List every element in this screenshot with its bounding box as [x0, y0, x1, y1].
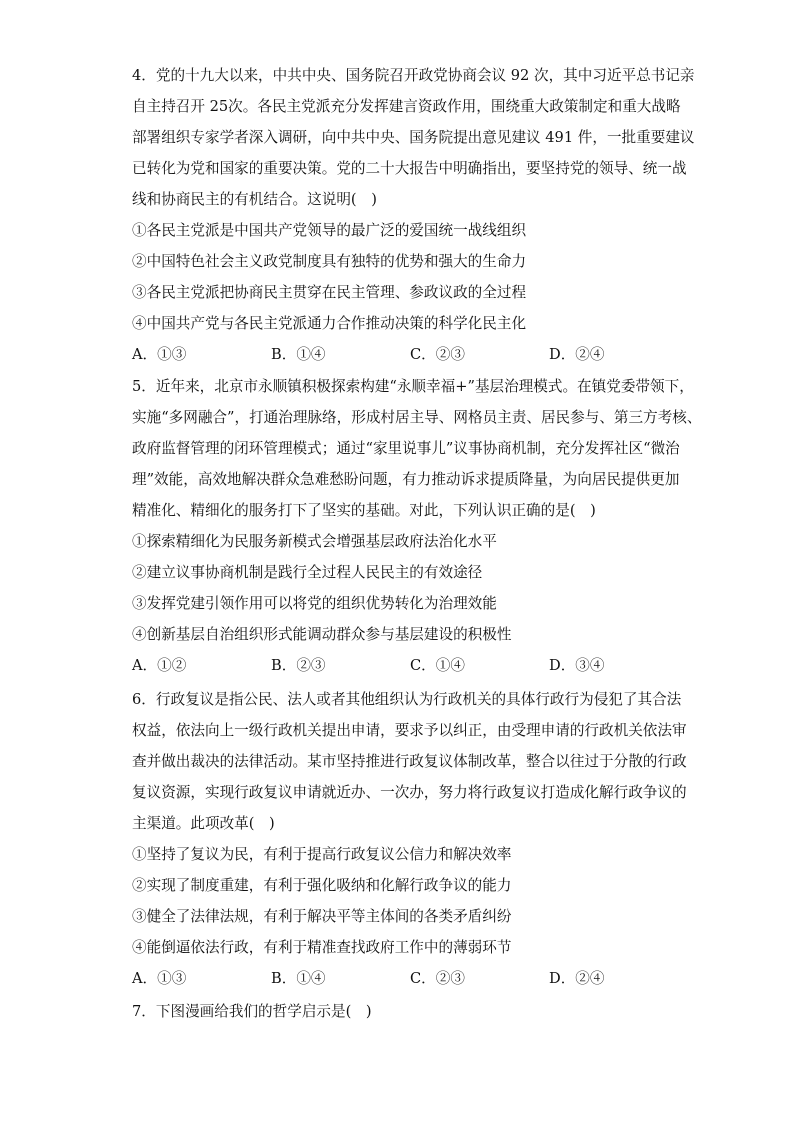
question-stem-line: 线和协商民主的有机结合。这说明( ): [132, 191, 377, 208]
question-stem-line: 权益，依法向上一级行政机关提出申请，要求予以纠正，由受理申请的行政机关依法审: [132, 722, 687, 739]
question-stem-line: 4．党的十九大以来，中共中央、国务院召开政党协商会议 92 次，其中习近平总书记亲: [132, 67, 695, 84]
statement-4: ④中国共产党与各民主党派通力合作推动决策的科学化民主化: [132, 315, 527, 332]
statement-1: ①坚持了复议为民，有利于提高行政复议公信力和解决效率: [132, 846, 512, 863]
statement-2: ②建立议事协商机制是践行全过程人民民主的有效途径: [132, 564, 483, 581]
question-stem-line: 7．下图漫画给我们的哲学启示是( ): [132, 1003, 372, 1020]
statement-3: ③发挥党建引领作用可以将党的组织优势转化为治理效能: [132, 595, 497, 612]
option-b[interactable]: B．②③: [271, 657, 326, 674]
statement-2: ②实现了制度重建，有利于强化吸纳和化解行政争议的能力: [132, 877, 512, 894]
question-6: [132, 684, 687, 994]
question-4: [132, 60, 695, 370]
option-a[interactable]: A．①③: [132, 970, 187, 987]
option-d[interactable]: D．②④: [549, 346, 605, 363]
option-d[interactable]: D．②④: [549, 970, 605, 987]
option-a[interactable]: A．①③: [132, 346, 187, 363]
statement-3: ③健全了法律法规，有利于解决平等主体间的各类矛盾纠纷: [132, 908, 512, 925]
option-c[interactable]: C．②③: [410, 970, 465, 987]
answer-options: [132, 963, 672, 994]
statement-1: ①探索精细化为民服务新模式会增强基层政府法治化水平: [132, 533, 497, 550]
statement-2: ②中国特色社会主义政党制度具有独特的优势和强大的生命力: [132, 253, 527, 270]
question-stem-line: 实施“多网融合”，打通治理脉络，形成村居主导、网格员主责、居民参与、第三方考核、: [132, 409, 702, 426]
question-stem-line: 精准化、精细化的服务打下了坚实的基础。对此，下列认识正确的是( ): [132, 502, 596, 519]
question-stem-line: 复议资源，实现行政复议申请就近办、一次办，努力将行政复议打造成化解行政争议的: [132, 784, 687, 801]
option-b[interactable]: B．①④: [271, 970, 326, 987]
question-stem-line: 5．近年来，北京市永顺镇积极探索构建“永顺幸福+”基层治理模式。在镇党委带领下，: [132, 378, 694, 395]
statement-4: ④能倒逼依法行政，有利于精准查找政府工作中的薄弱环节: [132, 939, 512, 956]
option-b[interactable]: B．①④: [271, 346, 326, 363]
question-stem-line: 自主持召开 25次。各民主党派充分发挥建言资政作用，围绕重大政策制定和重大战略: [132, 98, 681, 115]
question-7: [132, 996, 672, 1027]
statement-4: ④创新基层自治组织形式能调动群众参与基层建设的积极性: [132, 626, 512, 643]
question-5: [132, 371, 702, 681]
question-stem-line: 理”效能，高效地解决群众急难愁盼问题，有力推动诉求提质降量，为向居民提供更加: [132, 471, 680, 488]
statement-1: ①各民主党派是中国共产党领导的最广泛的爱国统一战线组织: [132, 222, 527, 239]
option-c[interactable]: C．①④: [410, 657, 465, 674]
option-c[interactable]: C．②③: [410, 346, 465, 363]
answer-options: [132, 650, 672, 681]
statement-3: ③各民主党派把协商民主贯穿在民主管理、参政议政的全过程: [132, 284, 527, 301]
question-stem-line: 已转化为党和国家的重要决策。党的二十大报告中明确指出，要坚持党的领导、统一战: [132, 160, 687, 177]
option-a[interactable]: A．①②: [132, 657, 187, 674]
question-stem-line: 部署组织专家学者深入调研，向中共中央、国务院提出意见建议 491 件，一批重要建议: [132, 129, 695, 146]
question-stem-line: 查并做出裁决的法律活动。某市坚持推进行政复议体制改革，整合以往过于分散的行政: [132, 753, 687, 770]
option-d[interactable]: D．③④: [549, 657, 605, 674]
question-stem-line: 政府监督管理的闭环管理模式；通过“家里说事儿”议事协商机制，充分发挥社区“微治: [132, 440, 680, 457]
question-stem-line: 主渠道。此项改革( ): [132, 815, 275, 832]
question-stem-line: 6．行政复议是指公民、法人或者其他组织认为行政机关的具体行政行为侵犯了其合法: [132, 691, 682, 708]
answer-options: [132, 339, 672, 370]
